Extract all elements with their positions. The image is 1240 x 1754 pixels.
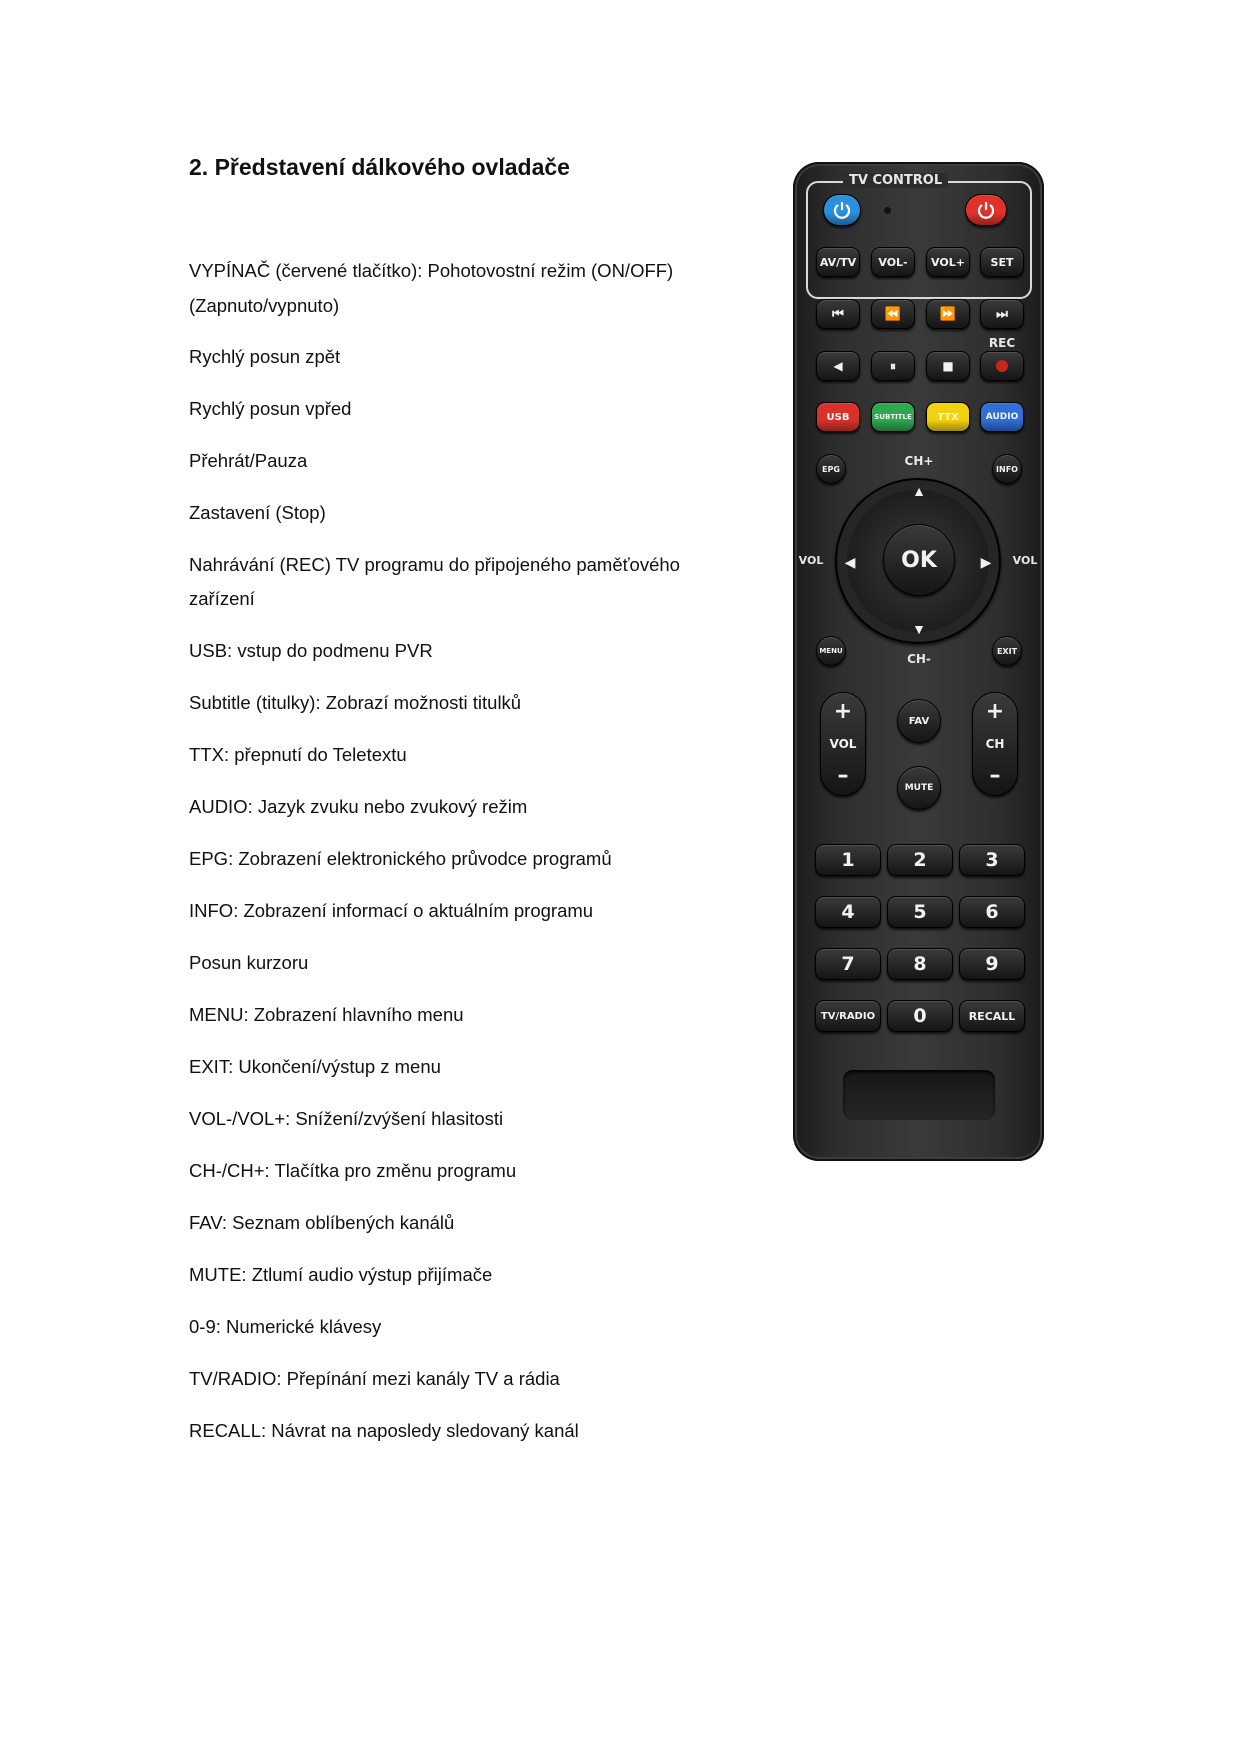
ch-rocker [972,692,1018,796]
desc-line-epg: EPG: Zobrazení elektronického průvodce programů [189,848,612,869]
number-key-2: 2 [887,844,953,876]
number-key-9: 9 [959,948,1025,980]
desc-line-power-cont: (Zapnuto/vypnuto) [189,295,340,316]
tv-control-title: TV CONTROL [843,173,948,188]
vol-left-label: VOL [798,554,824,567]
vol-plus-small-button: VOL+ [926,247,970,277]
desc-line-stop: Zastavení (Stop) [189,502,326,523]
number-key-8: 8 [887,948,953,980]
desc-line-mute: MUTE: Ztlumí audio výstup přijímače [189,1264,493,1285]
power-icon [976,200,996,220]
fast-forward-button: ⏩ [926,299,970,329]
rewind-button: ⏪ [871,299,915,329]
epg-button: EPG [816,454,846,484]
number-key-5: 5 [887,896,953,928]
number-key-7: 7 [815,948,881,980]
arrow-left-icon: ◀ [844,554,856,570]
vol-rocker [820,692,866,796]
desc-line-audio: AUDIO: Jazyk zvuku nebo zvukový režim [189,796,528,817]
subtitle-button: SUBTITLE [871,402,915,432]
desc-line-rec-cont: zařízení [189,588,255,609]
audio-button: AUDIO [980,402,1024,432]
vol-minus-symbol: – [837,763,849,788]
recall-button: RECALL [959,1000,1025,1032]
vol-right-label: VOL [1012,554,1038,567]
desc-line-forward: Rychlý posun vpřed [189,398,352,419]
desc-line-menu: MENU: Zobrazení hlavního menu [189,1004,464,1025]
desc-line-volume: VOL-/VOL+: Snížení/zvýšení hlasitosti [189,1108,504,1129]
desc-line-cursor: Posun kurzoru [189,952,309,973]
mute-button: MUTE [897,766,941,810]
desc-line-power: VYPÍNAČ (červené tlačítko): Pohotovostní režim (ON/OFF) [189,260,674,281]
next-track-button: ⏭ [980,299,1024,329]
desc-line-info: INFO: Zobrazení informací o aktuálním programu [189,900,594,921]
play-button: ◀ [816,351,860,381]
number-key-3: 3 [959,844,1025,876]
menu-button: MENU [816,636,846,666]
ch-plus-label: CH+ [904,454,934,468]
ir-window [843,1070,995,1120]
number-key-4: 4 [815,896,881,928]
desc-line-rewind: Rychlý posun zpět [189,346,341,367]
desc-line-channel: CH-/CH+: Tlačítka pro změnu programu [189,1160,517,1181]
arrow-right-icon: ▶ [980,554,992,570]
info-button: INFO [992,454,1022,484]
vol-minus-small-button: VOL- [871,247,915,277]
page-title: 2. Představení dálkového ovladače [189,154,570,180]
ch-minus-symbol: – [989,763,1001,788]
desc-line-ttx: TTX: přepnutí do Teletextu [189,744,407,765]
rec-dot-icon [996,360,1008,372]
power-red-button [965,194,1007,226]
ch-rocker-label: CH [985,737,1005,751]
ch-minus-label: CH- [907,652,931,666]
ttx-button: TTX [926,402,970,432]
desc-line-rec: Nahrávání (REC) TV programu do připojeného paměťového [189,554,680,575]
vol-plus-symbol: + [833,699,853,724]
ch-plus-symbol: + [985,699,1005,724]
desc-line-tv-radio: TV/RADIO: Přepínání mezi kanály TV a rádia [189,1368,560,1389]
stop-button: ■ [926,351,970,381]
exit-button: EXIT [992,636,1022,666]
set-button: SET [980,247,1024,277]
av-tv-button: AV/TV [816,247,860,277]
number-key-1: 1 [815,844,881,876]
tv-radio-button: TV/RADIO [815,1000,881,1032]
prev-track-button: ⏮ [816,299,860,329]
vol-rocker-label: VOL [829,737,857,751]
desc-line-play-pause: Přehrát/Pauza [189,450,308,471]
fav-button: FAV [897,699,941,743]
arrow-up-icon: ▲ [912,483,926,499]
desc-line-fav: FAV: Seznam oblíbených kanálů [189,1212,455,1233]
pause-button: ⏸ [871,351,915,381]
rec-label: REC [988,336,1016,350]
number-key-0: 0 [887,1000,953,1032]
number-key-6: 6 [959,896,1025,928]
rec-button [980,351,1024,381]
power-icon [832,200,852,220]
ok-button: OK [883,524,955,596]
indicator-led [884,207,891,214]
desc-line-exit: EXIT: Ukončení/výstup z menu [189,1056,441,1077]
remote-control-image [793,162,1044,1161]
arrow-down-icon: ▼ [912,621,926,637]
usb-button: USB [816,402,860,432]
desc-line-numeric: 0-9: Numerické klávesy [189,1316,382,1337]
desc-line-subtitle: Subtitle (titulky): Zobrazí možnosti titulků [189,692,522,713]
power-blue-button [823,194,861,226]
desc-line-usb: USB: vstup do podmenu PVR [189,640,433,661]
desc-line-recall: RECALL: Návrat na naposledy sledovaný kanál [189,1420,579,1441]
